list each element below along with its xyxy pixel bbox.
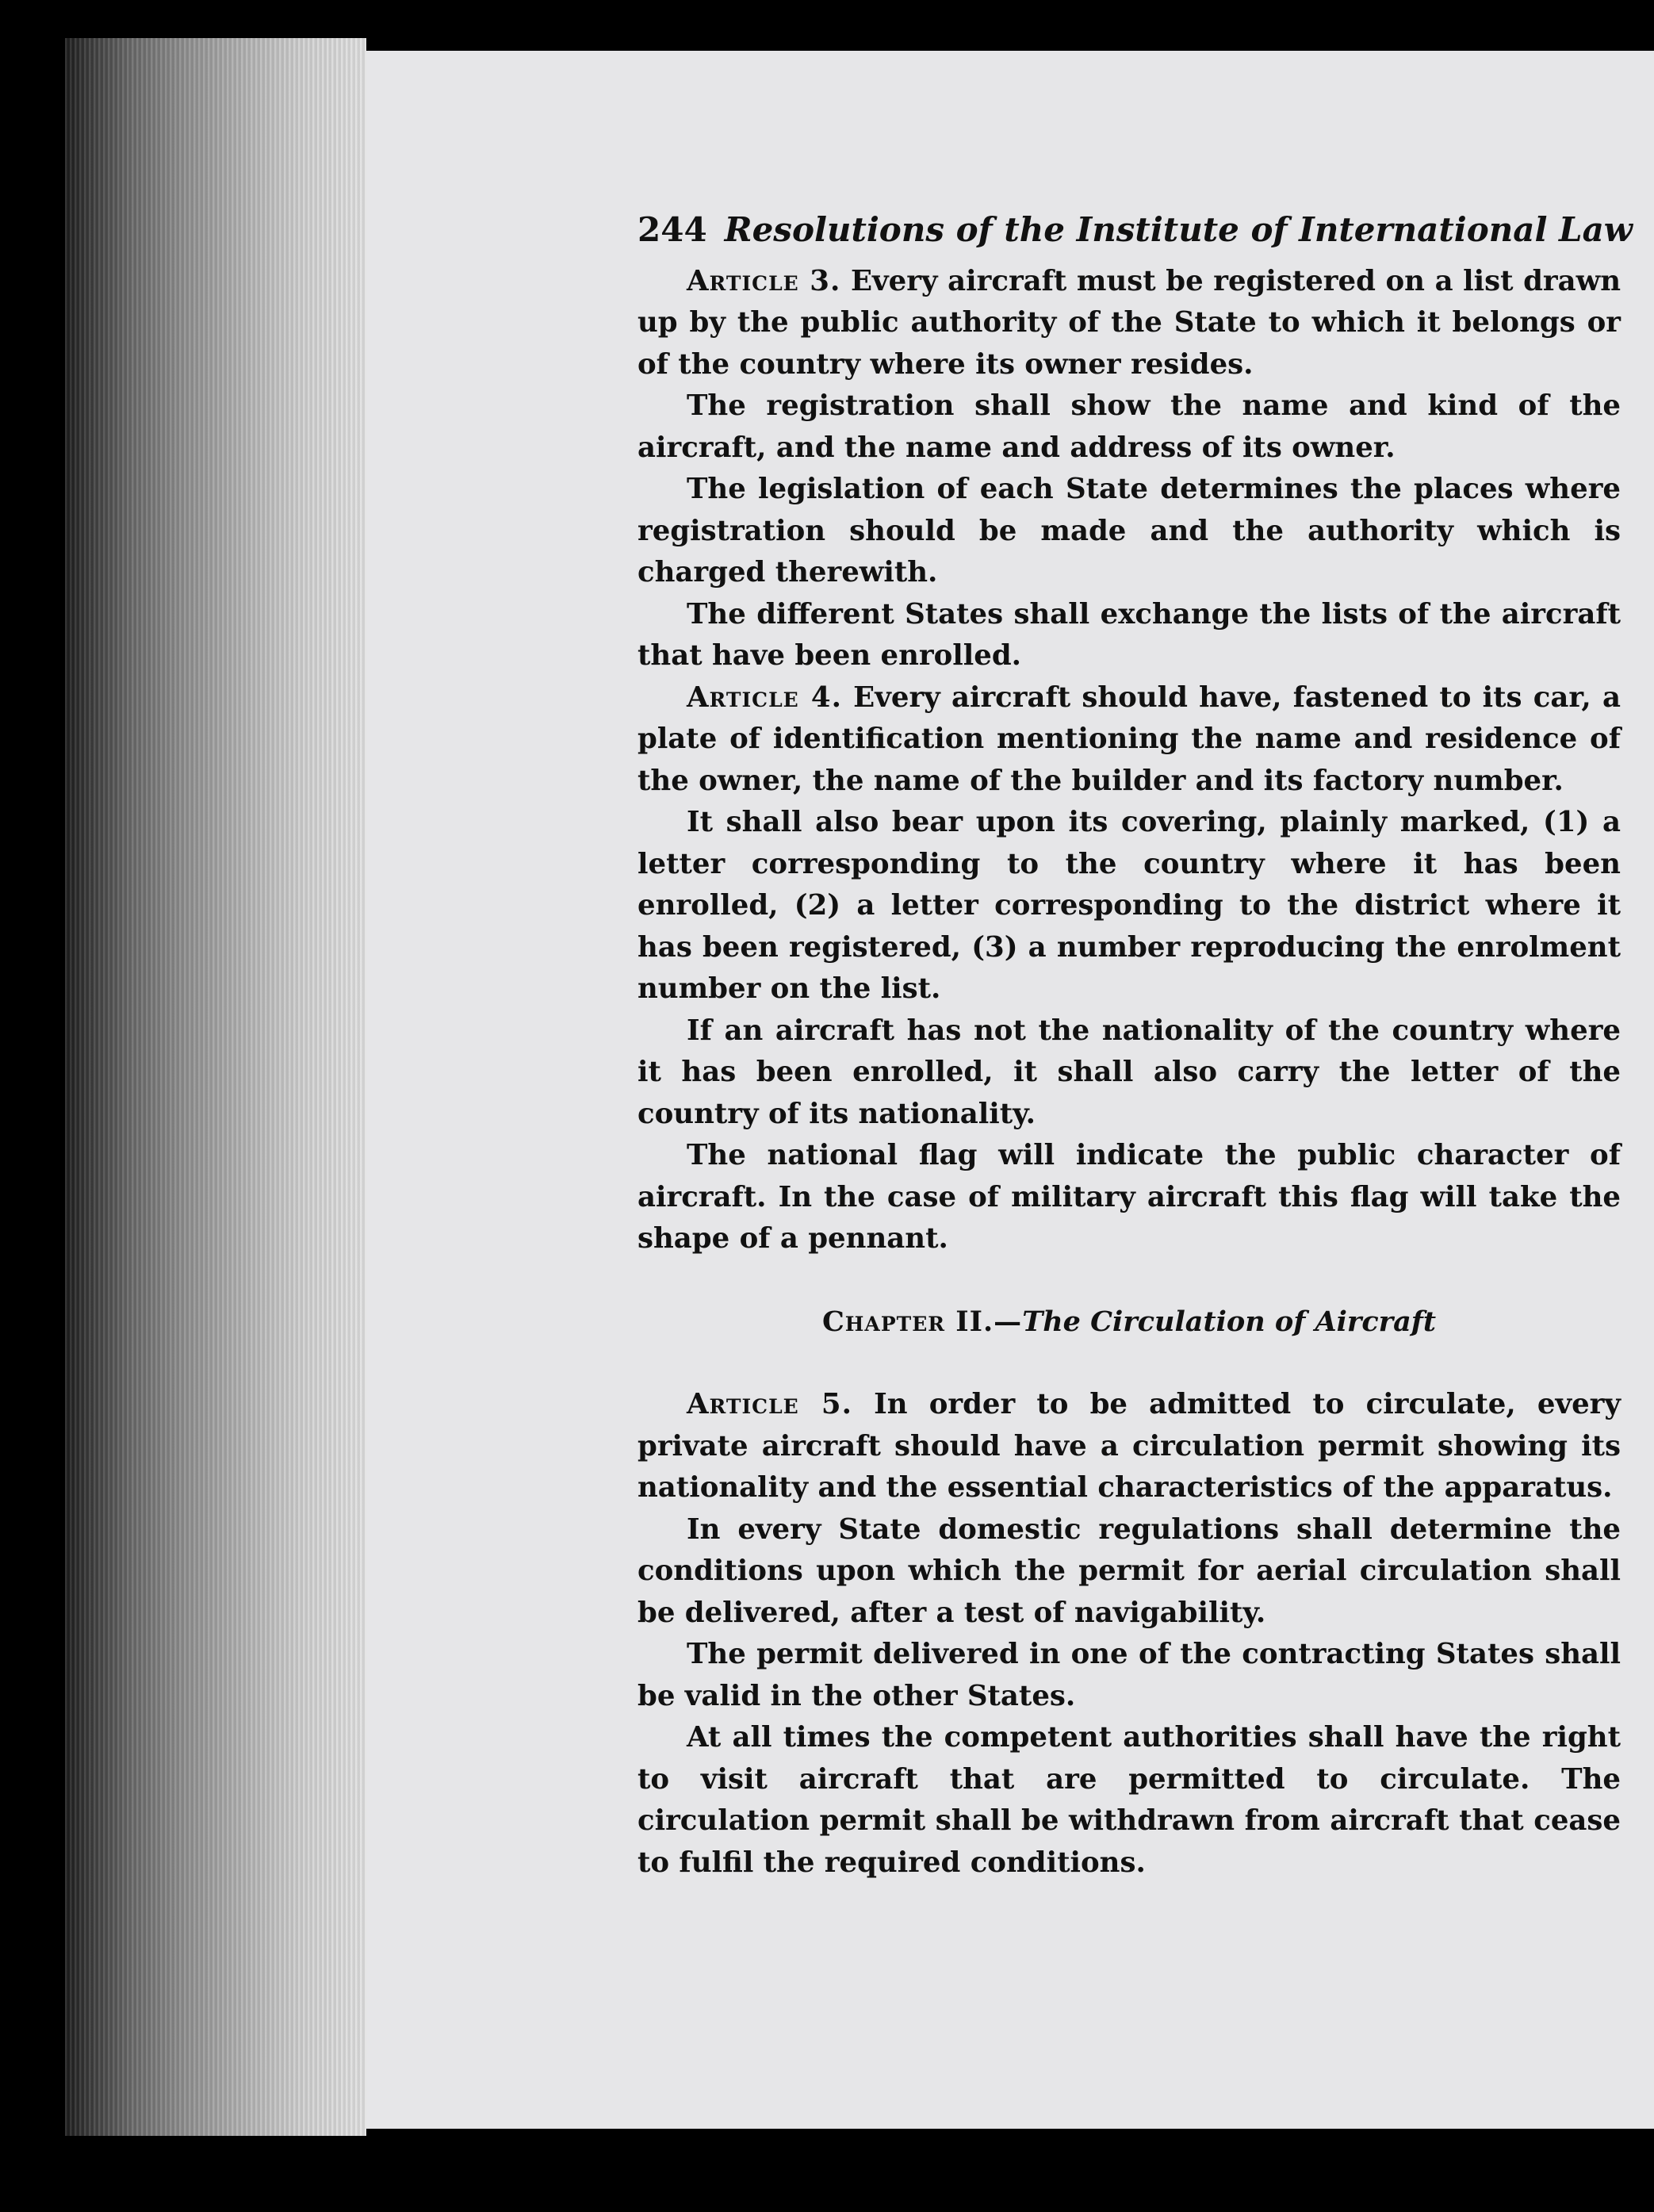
article-3-paragraph-2: The registration shall show the name and kind of the aircraft, and the name and address of its owner. <box>637 389 1621 464</box>
book-binding-edge <box>65 38 366 2136</box>
running-title: Resolutions of the Institute of International Law <box>724 210 1633 249</box>
article-5-text-1: In order to be admitted to circulate, every private aircraft should have a circulation permit showing its nationality and the essential characteristics of the apparatus. <box>637 1388 1621 1504</box>
article-3-paragraph-1 <box>637 261 1621 386</box>
article-4-paragraph-4: The national flag will indicate the public character of aircraft. In the case of military aircraft this flag will take the shape of a pennant. <box>637 1139 1621 1255</box>
article-3-text-1: Every aircraft must be registered on a list drawn up by the public authority of the State to which it belongs or of the country where its owner resides. <box>637 264 1621 381</box>
article-3-heading: Article 3. <box>687 264 841 297</box>
page-number: 244 <box>637 210 707 249</box>
article-4-text-1: Every aircraft should have, fastened to its car, a plate of identification mentioning the name and residence of the owner, the name of the builder and its factory number. <box>637 680 1621 797</box>
article-5-heading: Article 5. <box>687 1388 852 1420</box>
article-4-paragraph-1 <box>637 677 1621 803</box>
book-page <box>366 51 1654 2129</box>
article-3-paragraph-4: The different States shall exchange the lists of the aircraft that have been enrolled. <box>637 597 1621 672</box>
article-4-paragraph-3: If an aircraft has not the nationality of the country where it has been enrolled, it shall also carry the letter of the country of its nationality. <box>637 1014 1621 1130</box>
chapter-label: Chapter II.— <box>821 1305 1023 1338</box>
article-5-paragraph-1 <box>637 1384 1621 1509</box>
running-head <box>637 209 1633 251</box>
article-4-paragraph-2: It shall also bear upon its covering, plainly marked, (1) a letter corresponding to the country where it has been enrolled, (2) a letter corresponding to the district where it has been registered, (3) a number reproducing the enrolment number on the list. <box>637 806 1621 1005</box>
page-text-block <box>637 209 1633 1884</box>
article-5-paragraph-3: The permit delivered in one of the contracting States shall be valid in the other States. <box>637 1638 1621 1712</box>
article-3-paragraph-3: The legislation of each State determines the places where registration should be made and the authority which is charged therewith. <box>637 473 1621 588</box>
chapter-heading <box>637 1302 1621 1344</box>
article-5-paragraph-2: In every State domestic regulations shall determine the conditions upon which the permit for aerial circulation shall be delivered, after a test of navigability. <box>637 1512 1621 1629</box>
article-4-heading: Article 4. <box>687 680 842 714</box>
article-5-paragraph-4: At all times the competent authorities shall have the right to visit aircraft that are permitted to circulate. The circulation permit shall be withdrawn from aircraft that cease to fulfil the required conditions. <box>637 1721 1621 1879</box>
chapter-title: The Circulation of Aircraft <box>1022 1305 1437 1338</box>
